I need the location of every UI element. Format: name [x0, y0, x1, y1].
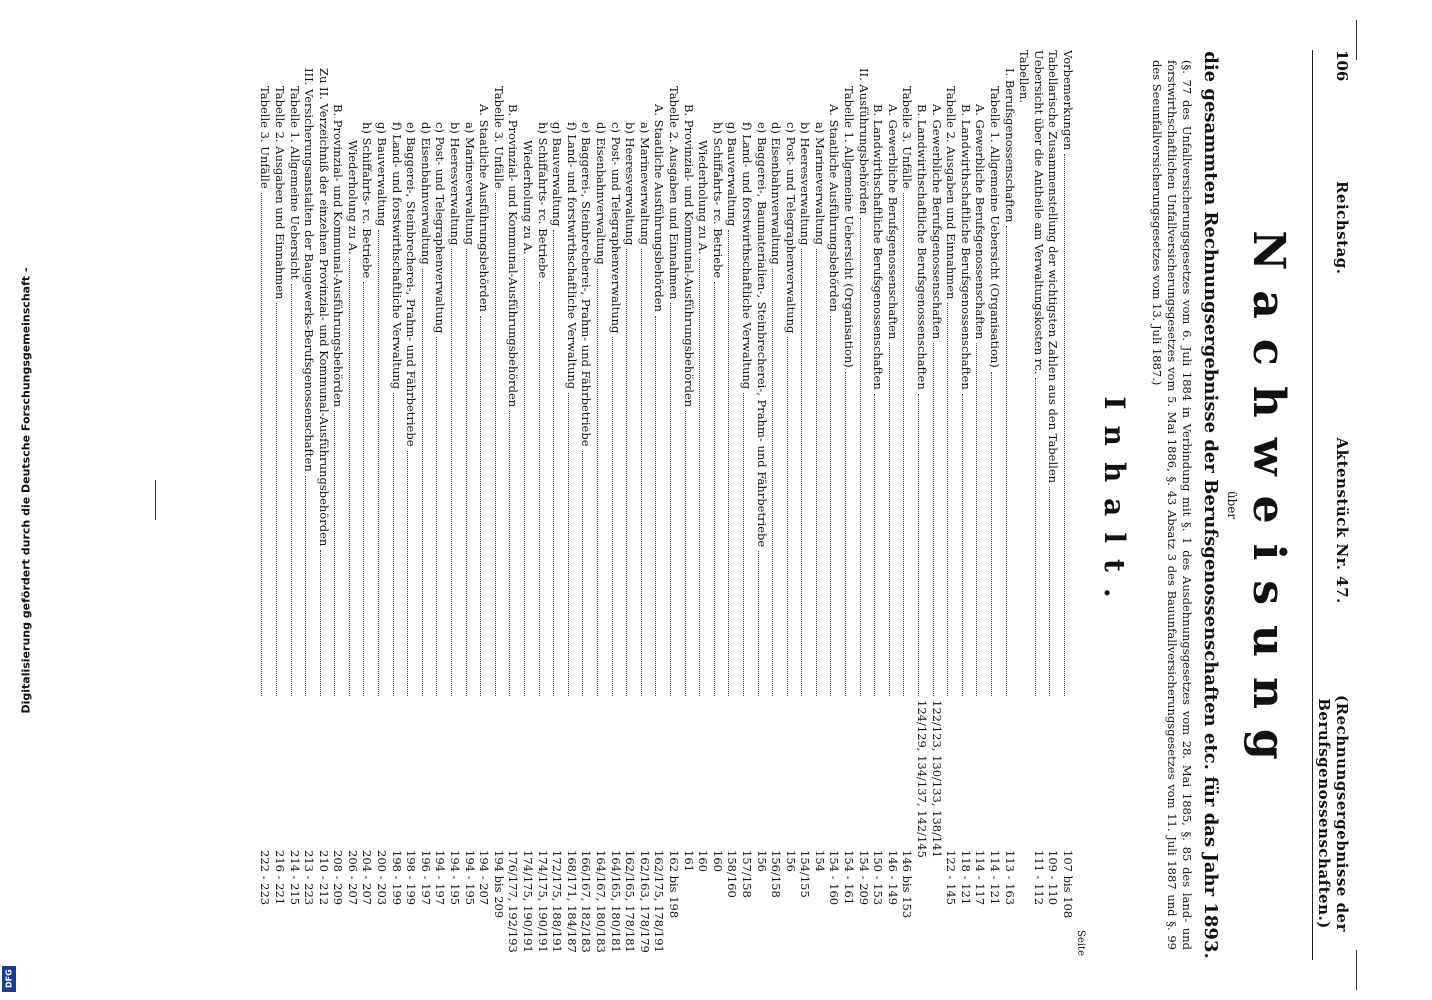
- header-right: (Rechnungsergebnisse der Berufsgenossenschaften.): [1315, 695, 1351, 933]
- toc-label: Wiederholung zu A.: [345, 140, 360, 255]
- toc-pages: 196 - 197: [418, 850, 433, 906]
- dot-leader: [378, 230, 387, 696]
- toc-label: a) Marineverwaltung: [637, 122, 652, 245]
- toc-label: d) Eisenbahnverwaltung: [418, 122, 433, 265]
- toc-label: Tabelle 2. Ausgaben und Einnahmen: [272, 86, 287, 300]
- toc-row: [418, 50, 433, 960]
- toc-pages: 164/167, 180/183: [594, 850, 608, 953]
- toc-row: [389, 50, 404, 960]
- toc-pages: 156/158: [769, 850, 784, 898]
- dot-leader: [422, 269, 431, 696]
- dot-leader: [261, 193, 270, 696]
- toc-label: A. Gewerbliche Berufsgenossenschaften: [973, 104, 988, 340]
- page-column-label: Seite: [1075, 930, 1086, 956]
- dot-leader: [758, 551, 767, 696]
- toc-label: B. Landwirthschaftliche Berufsgenossenschaften: [958, 104, 973, 390]
- dot-leader: [1035, 378, 1044, 696]
- dot-leader: [349, 259, 358, 696]
- toc-row: [608, 50, 623, 960]
- toc-label: h) Schiffahrts- rc. Betriebe: [710, 122, 725, 279]
- toc-pages: 154 - 161: [842, 850, 857, 906]
- toc-row: [856, 50, 871, 960]
- toc-row: [375, 50, 390, 960]
- toc-label: B. Provinzial- und Kommunal-Ausführungsbehörden: [681, 104, 696, 408]
- toc-row: [272, 50, 287, 960]
- toc-label: Tabelle 2. Ausgaben und Einnahmen: [944, 86, 959, 300]
- toc-row: [433, 50, 448, 960]
- toc-label: Tabelle 3. Unfälle: [491, 86, 506, 189]
- toc-label: g) Bauverwaltung: [725, 122, 740, 227]
- toc-label: b) Heeresverwaltung: [798, 122, 813, 246]
- dot-leader: [1020, 107, 1028, 696]
- toc-row: [564, 50, 579, 960]
- toc-pages: 162 bis 198: [666, 850, 681, 919]
- toc-pages: 150 - 153: [871, 850, 886, 906]
- toc-pages: 198 - 199: [389, 850, 404, 906]
- toc-label: f) Land- und forstwirthschaftliche Verwaltung: [389, 122, 404, 390]
- toc-row: [987, 50, 1002, 960]
- toc-row: [477, 50, 492, 960]
- dot-leader: [495, 193, 504, 696]
- toc-pages: 200 - 203: [375, 850, 390, 906]
- dot-leader: [845, 372, 854, 696]
- dot-leader: [480, 316, 489, 696]
- dot-leader: [787, 337, 796, 696]
- toc-row: [842, 50, 857, 960]
- toc-label: g) Bauverwaltung: [550, 122, 565, 227]
- table-of-contents: [258, 50, 1075, 960]
- toc-label: e) Baggerei-, Baumaterialien-, Steinbrecherei-, Prahm- und Fährbetriebe: [754, 122, 769, 548]
- toc-pages: 162/163, 178/179: [637, 850, 652, 953]
- dot-leader: [466, 249, 475, 696]
- toc-label: e) Baggerei-, Steinbrecherei-, Prahm- und Fährbetriebe: [404, 122, 419, 447]
- dot-leader: [889, 343, 898, 696]
- toc-label: A. Staatliche Ausführungsbehörden: [827, 104, 842, 312]
- toc-row: [871, 50, 886, 960]
- contents-heading: Inhalt.: [1098, 396, 1131, 614]
- dot-leader: [831, 316, 840, 696]
- toc-extra-pages: 122/123, 130/133, 138/141: [929, 700, 944, 858]
- toc-row: [725, 50, 740, 960]
- dot-leader: [655, 316, 664, 696]
- toc-pages: 154 - 209: [856, 850, 871, 906]
- toc-pages: 160: [696, 850, 711, 872]
- dot-leader: [933, 343, 942, 696]
- toc-pages: 107 bis 108: [1061, 850, 1075, 919]
- toc-label: f) Land- und forstwirthschaftliche Verwaltung: [739, 122, 754, 390]
- dot-leader: [1006, 226, 1015, 696]
- toc-row: [1017, 50, 1032, 960]
- toc-label: Zu II. Verzeichniß der einzelnen Provinzial- und Kommunal-Ausführungsbehörden: [316, 68, 331, 547]
- toc-row: [637, 50, 652, 960]
- main-title: Nachweisung: [1243, 230, 1294, 780]
- toc-row: [520, 50, 535, 960]
- toc-label: Wiederholung zu A.: [521, 140, 536, 255]
- dot-leader: [947, 303, 956, 696]
- toc-row: [360, 50, 375, 960]
- toc-label: B. Provinzial- und Kommunal-Ausführungsbehörden: [331, 104, 346, 408]
- dot-leader: [860, 218, 869, 696]
- dot-leader: [801, 249, 810, 696]
- toc-pages: 213 - 223: [302, 850, 317, 906]
- dot-leader: [320, 550, 329, 696]
- toc-pages: 154/155: [798, 850, 813, 898]
- toc-row: [302, 50, 317, 960]
- toc-row: [900, 50, 915, 960]
- toc-extra-pages: 124/129, 134/137, 142/145: [915, 700, 930, 858]
- toc-label: Wiederholung zu A.: [696, 140, 711, 255]
- toc-label: Tabelle 3. Unfälle: [258, 86, 273, 189]
- toc-pages: 174/175, 190/191: [521, 850, 536, 953]
- toc-label: b) Heeresverwaltung: [448, 122, 463, 246]
- toc-pages: 154: [812, 850, 827, 872]
- toc-label: c) Post- und Telegraphenverwaltung: [608, 122, 623, 334]
- toc-row: [331, 50, 346, 960]
- toc-pages: 154 - 160: [827, 850, 842, 906]
- toc-row: [973, 50, 988, 960]
- dot-leader: [364, 282, 373, 696]
- toc-label: Tabelle 1. Allgemeine Uebersicht: [287, 86, 302, 280]
- crop-mark: [1356, 950, 1357, 990]
- toc-pages: 198 - 199: [404, 850, 419, 906]
- toc-row: [550, 50, 565, 960]
- toc-row: [593, 50, 608, 960]
- toc-label: g) Bauverwaltung: [375, 122, 390, 227]
- toc-label: c) Post- und Telegraphenverwaltung: [433, 122, 448, 334]
- dot-leader: [699, 259, 708, 696]
- toc-row: [827, 50, 842, 960]
- dot-leader: [597, 269, 606, 696]
- toc-label: A. Staatliche Ausführungsbehörden: [652, 104, 667, 312]
- toc-pages: 162/175, 178/191: [652, 850, 667, 953]
- toc-row: [1002, 50, 1017, 960]
- toc-label: II. Ausführungsbehörden: [856, 68, 871, 215]
- digitization-stamp: Digitalisierung gefördert durch die Deutsche Forschungsgemeinschaft -: [19, 267, 33, 714]
- title-ueber: über: [1225, 490, 1239, 520]
- toc-row: [345, 50, 360, 960]
- toc-row: [506, 50, 521, 960]
- toc-pages: 204 - 207: [360, 850, 375, 906]
- toc-row: [798, 50, 813, 960]
- toc-row: [404, 50, 419, 960]
- running-header: [1312, 50, 1351, 960]
- toc-pages: 194 bis 209: [491, 850, 506, 919]
- toc-row: [535, 50, 550, 960]
- dot-leader: [976, 343, 985, 696]
- toc-label: B. Provinzial- und Kommunal-Ausführungsbehörden: [506, 104, 521, 408]
- toc-row: [929, 50, 944, 960]
- toc-pages: 158/160: [725, 850, 740, 898]
- crop-mark: [1356, 20, 1357, 60]
- toc-row: [754, 50, 769, 960]
- toc-pages: 156: [754, 850, 769, 872]
- dot-leader: [291, 284, 300, 696]
- toc-pages: 111 - 112: [1031, 850, 1046, 906]
- toc-row: [316, 50, 331, 960]
- dot-leader: [1064, 154, 1073, 696]
- toc-pages: 206 - 207: [345, 850, 360, 906]
- toc-pages: 172/175, 188/191: [550, 850, 565, 953]
- toc-label: d) Eisenbahnverwaltung: [594, 122, 608, 265]
- document-page: [71, 10, 1361, 1000]
- toc-label: e) Baggerei-, Steinbrecherei-, Prahm- und Fährbetriebe: [579, 122, 594, 447]
- legal-note: (§. 77 des Unfallversicherungsgesetzes vom 6. Juli 1884 in Verbindung mit §. 1 des Ausdehnungsgesetzes vom 28. Mai 1885, §. 85 des land- und forstwirthschaftlichen Unfallversicherungsgesetzes vom 5. Mai 1886, §. 43 Absatz 3 des Bauunfallversicherungsgesetzes vom 11. Juli 1887 und §. 99 des Seeunfallversicherungsgesetzes vom 13. Juli 1887.): [1150, 60, 1194, 950]
- toc-pages: 194 - 195: [462, 850, 477, 906]
- toc-pages: 122 - 145: [944, 850, 959, 906]
- dot-leader: [1049, 487, 1058, 696]
- toc-pages: 168/171, 184/187: [564, 850, 579, 953]
- toc-label: h) Schiffahrts- rc. Betriebe: [535, 122, 550, 279]
- toc-pages: 214 - 215: [287, 850, 302, 906]
- toc-label: I. Berufsgenossenschaften: [1002, 68, 1017, 223]
- toc-row: [579, 50, 594, 960]
- toc-label: Tabelle 3. Unfälle: [900, 86, 915, 189]
- page-number: 106: [1333, 50, 1351, 82]
- dot-leader: [962, 394, 971, 696]
- toc-label: a) Marineverwaltung: [812, 122, 827, 245]
- toc-pages: 109 - 110: [1046, 850, 1061, 906]
- toc-row: [1031, 50, 1046, 960]
- toc-row: [623, 50, 638, 960]
- dot-leader: [451, 249, 460, 696]
- dot-leader: [626, 249, 635, 696]
- dot-leader: [728, 230, 737, 696]
- toc-pages: 157/158: [739, 850, 754, 898]
- dot-leader: [509, 411, 518, 696]
- toc-label: A. Staatliche Ausführungsbehörden: [477, 104, 492, 312]
- toc-pages: 194 - 197: [433, 850, 448, 906]
- toc-row: [739, 50, 754, 960]
- toc-pages: 114 - 121: [988, 850, 1003, 906]
- toc-pages: 208 - 209: [331, 850, 346, 906]
- dot-leader: [874, 394, 883, 696]
- dot-leader: [714, 282, 723, 696]
- toc-label: a) Marineverwaltung: [462, 122, 477, 245]
- dot-leader: [334, 411, 343, 696]
- toc-row: [258, 50, 273, 960]
- title-block: [1149, 50, 1294, 960]
- dot-leader: [641, 249, 650, 696]
- toc-pages: 164/165, 180/181: [608, 850, 623, 953]
- toc-label: A. Gewerbliche Berufsgenossenschaften: [929, 104, 944, 340]
- subtitle: die gesammten Rechnungsergebnisse der Berufsgenossenschaften etc. für das Jahr 1893.: [1200, 51, 1221, 959]
- dot-leader: [582, 451, 591, 696]
- toc-label: b) Heeresverwaltung: [623, 122, 638, 246]
- toc-row: [958, 50, 973, 960]
- toc-pages: 222 - 223: [258, 850, 273, 906]
- toc-row: [652, 50, 667, 960]
- toc-pages: 210 - 212: [316, 850, 331, 906]
- dot-leader: [393, 393, 402, 696]
- dot-leader: [553, 230, 562, 696]
- dot-leader: [568, 393, 577, 696]
- toc-pages: 113 - 163: [1002, 850, 1017, 906]
- toc-row: [491, 50, 506, 960]
- toc-label: h) Schiffahrts- rc. Betriebe: [360, 122, 375, 279]
- dot-leader: [772, 269, 781, 696]
- toc-label: Tabellen.: [1017, 50, 1032, 104]
- dot-leader: [918, 394, 927, 696]
- toc-pages: 146 bis 153: [900, 850, 915, 919]
- toc-pages: 118 - 121: [958, 850, 973, 906]
- toc-row: [1046, 50, 1061, 960]
- toc-label: Vorbemerkungen: [1061, 50, 1075, 151]
- crop-mark: [155, 480, 156, 520]
- dot-leader: [816, 249, 825, 696]
- toc-label: III. Versicherungsanstalten der Baugewerks-Berufsgenossenschaften: [302, 68, 317, 472]
- toc-label: Tabelle 1. Allgemeine Uebersicht (Organisation): [988, 86, 1003, 368]
- dot-leader: [539, 282, 548, 696]
- toc-label: Tabelle 2. Ausgaben und Einnahmen: [666, 86, 681, 300]
- dfg-logo-icon: DFG: [2, 966, 16, 992]
- dot-leader: [524, 259, 533, 696]
- dot-leader: [305, 476, 314, 696]
- toc-label: Tabelle 1. Allgemeine Uebersicht (Organisation): [842, 86, 857, 368]
- dot-leader: [743, 393, 752, 696]
- dot-leader: [407, 451, 416, 696]
- toc-label: B. Landwirthschaftliche Berufsgenossenschaften: [915, 104, 930, 390]
- toc-pages: 194 - 195: [448, 850, 463, 906]
- toc-pages: 156: [783, 850, 798, 872]
- toc-row: [783, 50, 798, 960]
- toc-label: A. Gewerbliche Berufsgenossenschaften: [885, 104, 900, 340]
- toc-row: [462, 50, 477, 960]
- dot-leader: [991, 372, 1000, 696]
- toc-pages: 174/175, 190/191: [535, 850, 550, 953]
- toc-pages: 176/177, 192/193: [506, 850, 521, 953]
- toc-row: [944, 50, 959, 960]
- dot-leader: [612, 337, 621, 696]
- dot-leader: [903, 193, 912, 696]
- toc-row: [696, 50, 711, 960]
- toc-pages: 160: [710, 850, 725, 872]
- toc-label: c) Post- und Telegraphenverwaltung: [783, 122, 798, 334]
- toc-row: [447, 50, 462, 960]
- toc-pages: 161: [681, 850, 696, 872]
- toc-row: [710, 50, 725, 960]
- dot-leader: [436, 337, 445, 696]
- toc-pages: 162/165, 178/181: [623, 850, 638, 953]
- toc-row: [914, 50, 929, 960]
- toc-label: f) Land- und forstwirthschaftliche Verwaltung: [564, 122, 579, 390]
- header-left: Reichstag.: [1333, 180, 1351, 275]
- toc-row: [287, 50, 302, 960]
- toc-row: [666, 50, 681, 960]
- toc-label: B. Landwirthschaftliche Berufsgenossenschaften: [871, 104, 886, 390]
- toc-pages: 146 - 149: [885, 850, 900, 906]
- dot-leader: [276, 303, 285, 696]
- toc-row: [885, 50, 900, 960]
- toc-label: Uebersicht über die Antheile am Verwaltungskosten rc.: [1031, 50, 1046, 375]
- toc-pages: 194 - 207: [477, 850, 492, 906]
- toc-label: d) Eisenbahnverwaltung: [769, 122, 784, 265]
- dot-leader: [685, 411, 694, 696]
- header-center: Aktenstück Nr. 47.: [1333, 437, 1351, 604]
- toc-pages: 166/167, 182/183: [579, 850, 594, 953]
- toc-label: Tabellarische Zusammenstellung der wichtigsten Zahlen aus den Tabellen: [1046, 50, 1061, 484]
- toc-row: [769, 50, 784, 960]
- toc-row: [1060, 50, 1075, 960]
- toc-pages: 114 - 117: [973, 850, 988, 906]
- dot-leader: [670, 303, 679, 696]
- toc-pages: 216 - 221: [272, 850, 287, 906]
- toc-row: [812, 50, 827, 960]
- toc-row: [681, 50, 696, 960]
